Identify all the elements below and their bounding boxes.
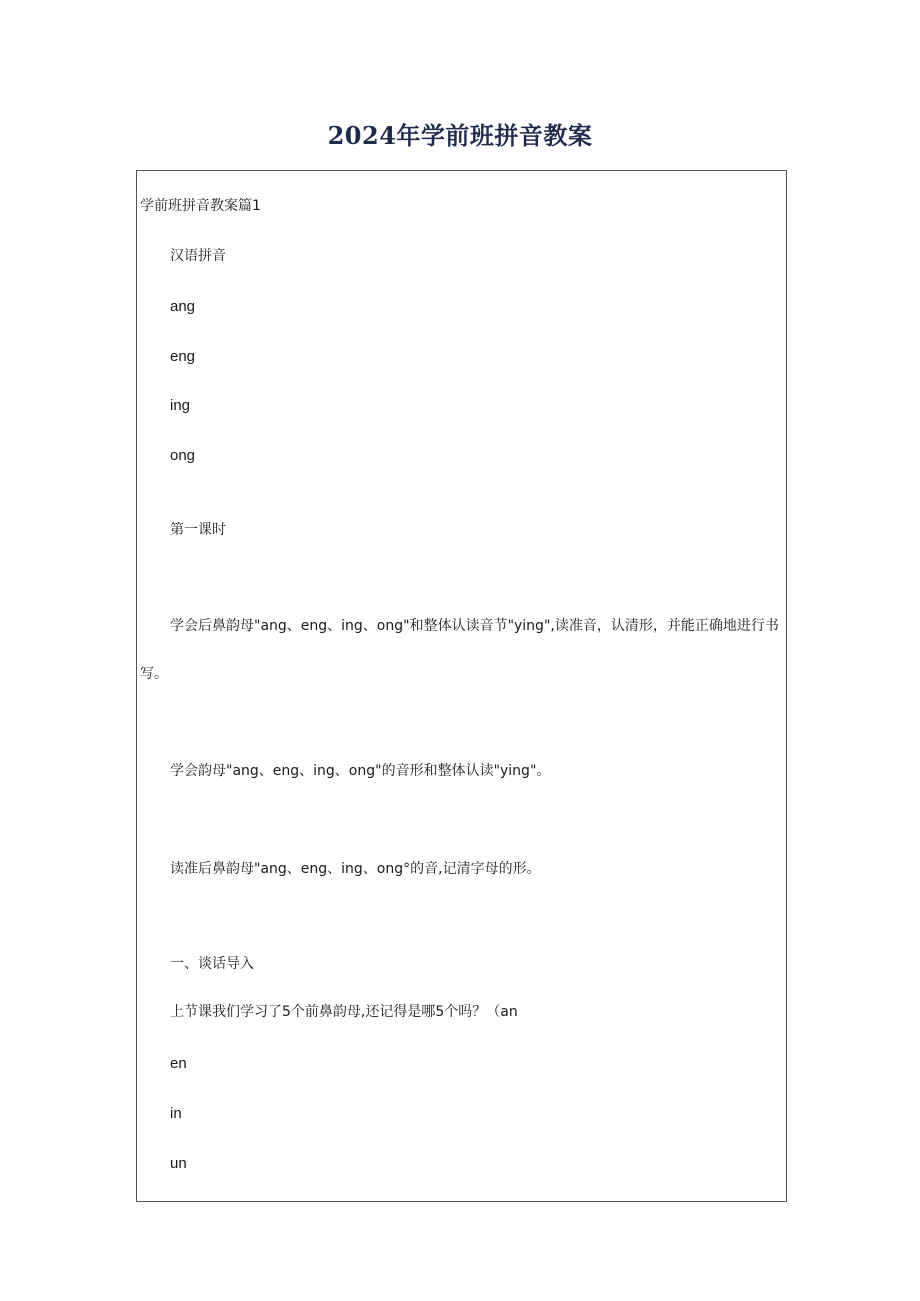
answer-in: in xyxy=(170,1105,182,1122)
lesson-label: 第一课时 xyxy=(170,522,226,538)
review-question: 上节课我们学习了5个前鼻韵母,还记得是哪5个吗？（an xyxy=(170,1004,518,1020)
goal-paragraph-1: 学会后鼻韵母"ang、eng、ing、ong"和整体认读音节"ying",读准音，认清形，并能正确地进行书写。 xyxy=(140,618,779,682)
answer-en: en xyxy=(170,1055,187,1072)
goal-paragraph-3: 读准后鼻韵母"ang、eng、ing、ong°的音,记清字母的形。 xyxy=(170,861,541,877)
document-title: 2024年学前班拼音教案 xyxy=(327,121,593,150)
final-ong: ong xyxy=(170,447,196,464)
step-heading: 一、谈话导入 xyxy=(170,956,254,972)
subject-label: 汉语拼音 xyxy=(170,248,226,264)
goal-paragraph-2: 学会韵母"ang、eng、ing、ong"的音形和整体认读"ying"。 xyxy=(170,763,551,779)
section-heading: 学前班拼音教案篇1 xyxy=(140,198,261,214)
final-ing: ing xyxy=(170,397,191,414)
answer-un: un xyxy=(170,1155,187,1172)
final-ang: ang xyxy=(170,298,196,315)
final-eng: eng xyxy=(170,348,196,365)
